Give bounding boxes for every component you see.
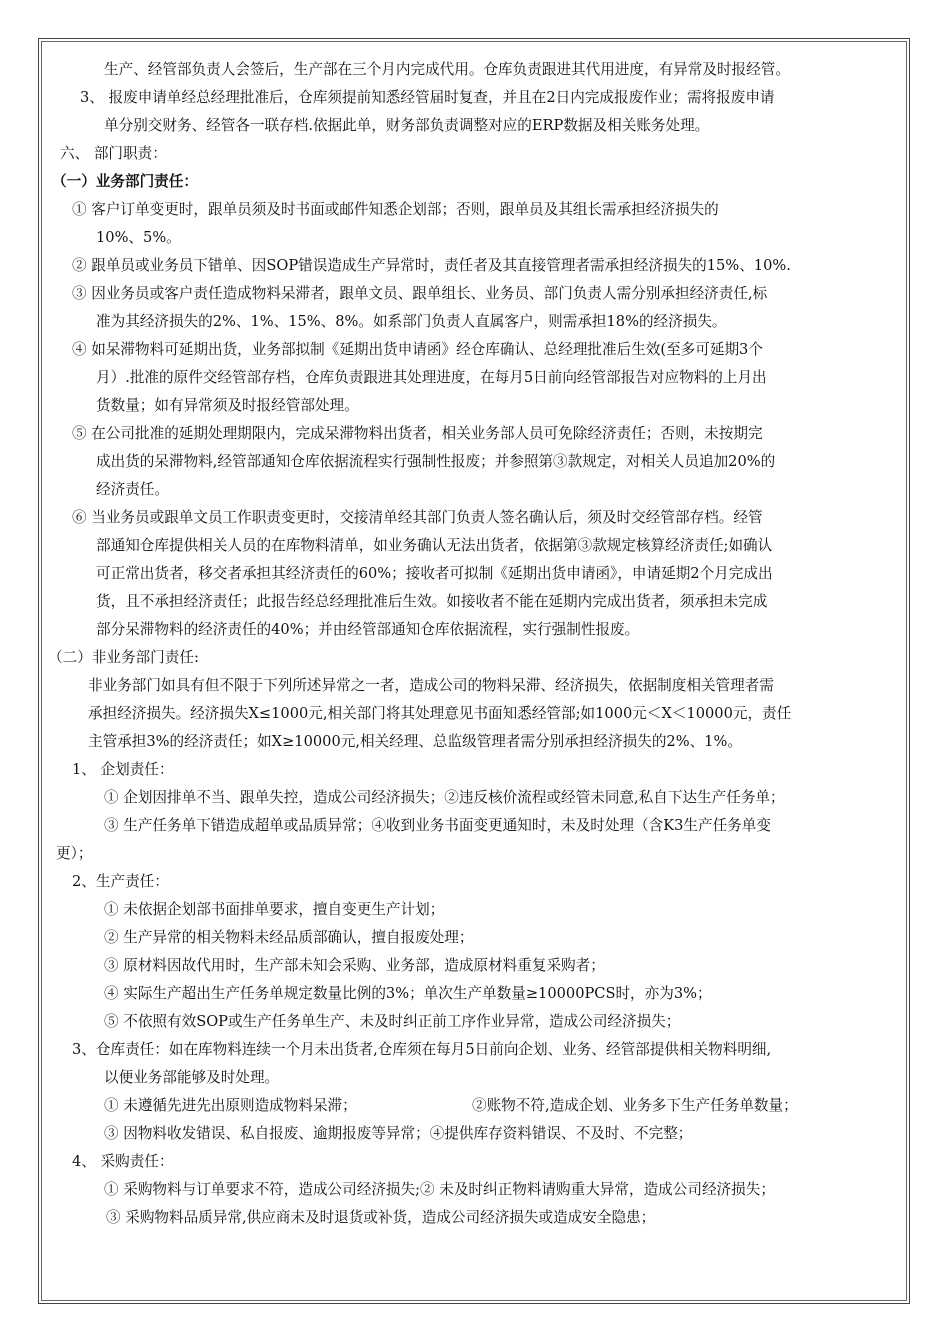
- text-line: 部分呆滞物料的经济责任的40%；并由经管部通知仓库依据流程，实行强制性报废。: [96, 621, 640, 638]
- text-line: ② 生产异常的相关物料未经品质部确认，擅自报废处理；: [104, 929, 474, 946]
- text-line: ②账物不符,造成企划、业务多下生产任务单数量；: [472, 1097, 798, 1114]
- text-line: ③ 采购物料品质异常,供应商未及时退货或补货，造成公司经济损失或造成安全隐患；: [106, 1209, 656, 1226]
- text-line: 准为其经济损失的2%、1%、15%、8%。如系部门负责人直属客户，则需承担18%的经济损失。: [96, 313, 727, 330]
- text-line: ① 采购物料与订单要求不符，造成公司经济损失;② 未及时纠正物料请购重大异常，造成公司经济损失；: [104, 1181, 775, 1198]
- text-line: 单分别交财务、经管各一联存档.依据此单，财务部负责调整对应的ERP数据及相关账务处理。: [104, 117, 710, 134]
- text-line: 主管承担3%的经济责任；如X≥10000元,相关经理、总监级管理者需分别承担经济损失的2%、1%。: [88, 733, 742, 750]
- text-line: ① 客户订单变更时，跟单员须及时书面或邮件知悉企划部；否则，跟单员及其组长需承担经济损失的: [72, 201, 719, 218]
- text-line: 可正常出货者，移交者承担其经济责任的60%；接收者可拟制《延期出货申请函》，申请延期2个月完成出: [96, 565, 773, 582]
- item-heading: 1、 企划责任：: [72, 761, 174, 778]
- text-line: 承担经济损失。经济损失X≤1000元,相关部门将其处理意见书面知悉经管部;如1000元＜X＜10000元，责任: [88, 705, 792, 722]
- text-line: ③ 生产任务单下错造成超单或品质异常；④收到业务书面变更通知时，未及时处理（含K3生产任务单变: [104, 817, 771, 834]
- text-line: 货，且不承担经济责任；此报告经总经理批准后生效。如接收者不能在延期内完成出货者，须承担未完成: [96, 593, 768, 610]
- text-line: ③ 因物料收发错误、私自报废、逾期报废等异常；④提供库存资料错误、不及时、不完整；: [104, 1125, 693, 1142]
- text-line: ④ 实际生产超出生产任务单规定数量比例的3%；单次生产单数量≥10000PCS时，亦为3%；: [104, 985, 712, 1002]
- text-line: ⑤ 不依照有效SOP或生产任务单生产、未及时纠正前工序作业异常，造成公司经济损失；: [104, 1013, 681, 1030]
- text-line: ② 跟单员或业务员下错单、因SOP错误造成生产异常时，责任者及其直接管理者需承担经济损失的15%、10%.: [72, 257, 791, 274]
- text-line: 经济责任。: [96, 481, 169, 498]
- text-line: ④ 如呆滞物料可延期出货，业务部拟制《延期出货申请函》经仓库确认、总经理批准后生效(至多可延期3个: [72, 341, 763, 358]
- text-line: ③ 原材料因故代用时，生产部未知会采购、业务部，造成原材料重复采购者；: [104, 957, 605, 974]
- text-line: ⑥ 当业务员或跟单文员工作职责变更时，交接清单经其部门负责人签名确认后，须及时交经管部存档。经管: [72, 509, 763, 526]
- item-heading: 3、仓库责任：如在库物料连续一个月未出货者,仓库须在每月5日前向企划、业务、经管部提供相关物料明细,: [72, 1041, 772, 1058]
- text-line: ⑤ 在公司批准的延期处理期限内，完成呆滞物料出货者，相关业务部人员可免除经济责任；否则，未按期完: [72, 425, 763, 442]
- text-line: ① 企划因排单不当、跟单失控，造成公司经济损失；②违反核价流程或经管未同意,私自下达生产任务单；: [104, 789, 785, 806]
- text-line: 月）.批准的原件交经管部存档，仓库负责跟进其处理进度，在每月5日前向经管部报告对应物料的上月出: [96, 369, 767, 386]
- text-line: 3、 报废申请单经总经理批准后，仓库须提前知悉经管届时复查，并且在2日内完成报废作业；需将报废申请: [80, 89, 775, 106]
- subsection-heading: （二）非业务部门责任:: [48, 649, 199, 666]
- text-line: 10%、5%。: [96, 229, 181, 246]
- subsection-heading: （一）业务部门责任：: [52, 173, 198, 190]
- item-heading: 4、 采购责任：: [72, 1153, 174, 1170]
- text-line: 非业务部门如具有但不限于下列所述异常之一者，造成公司的物料呆滞、经济损失，依据制度相关管理者需: [88, 677, 774, 694]
- text-line: ③ 因业务员或客户责任造成物料呆滞者，跟单文员、跟单组长、业务员、部门负责人需分别承担经济责任,标: [72, 285, 768, 302]
- text-line: 成出货的呆滞物料,经管部通知仓库依据流程实行强制性报废；并参照第③款规定，对相关人员追加20%的: [96, 453, 776, 470]
- text-line: 货数量；如有异常须及时报经管部处理。: [96, 397, 359, 414]
- section-heading: 六、 部门职责：: [60, 145, 167, 162]
- text-line: 部通知仓库提供相关人员的在库物料清单，如业务确认无法出货者，依据第③款规定核算经济责任;如确认: [96, 537, 773, 554]
- text-line: 生产、经管部负责人会签后，生产部在三个月内完成代用。仓库负责跟进其代用进度，有异常及时报经管。: [104, 61, 790, 78]
- text-line: ① 未依据企划部书面排单要求，擅自变更生产计划；: [104, 901, 445, 918]
- text-line: ① 未遵循先进先出原则造成物料呆滞；: [104, 1097, 357, 1114]
- item-heading: 2、生产责任：: [72, 873, 169, 890]
- text-line: 以便业务部能够及时处理。: [104, 1069, 280, 1086]
- text-line: 更）；: [56, 845, 93, 862]
